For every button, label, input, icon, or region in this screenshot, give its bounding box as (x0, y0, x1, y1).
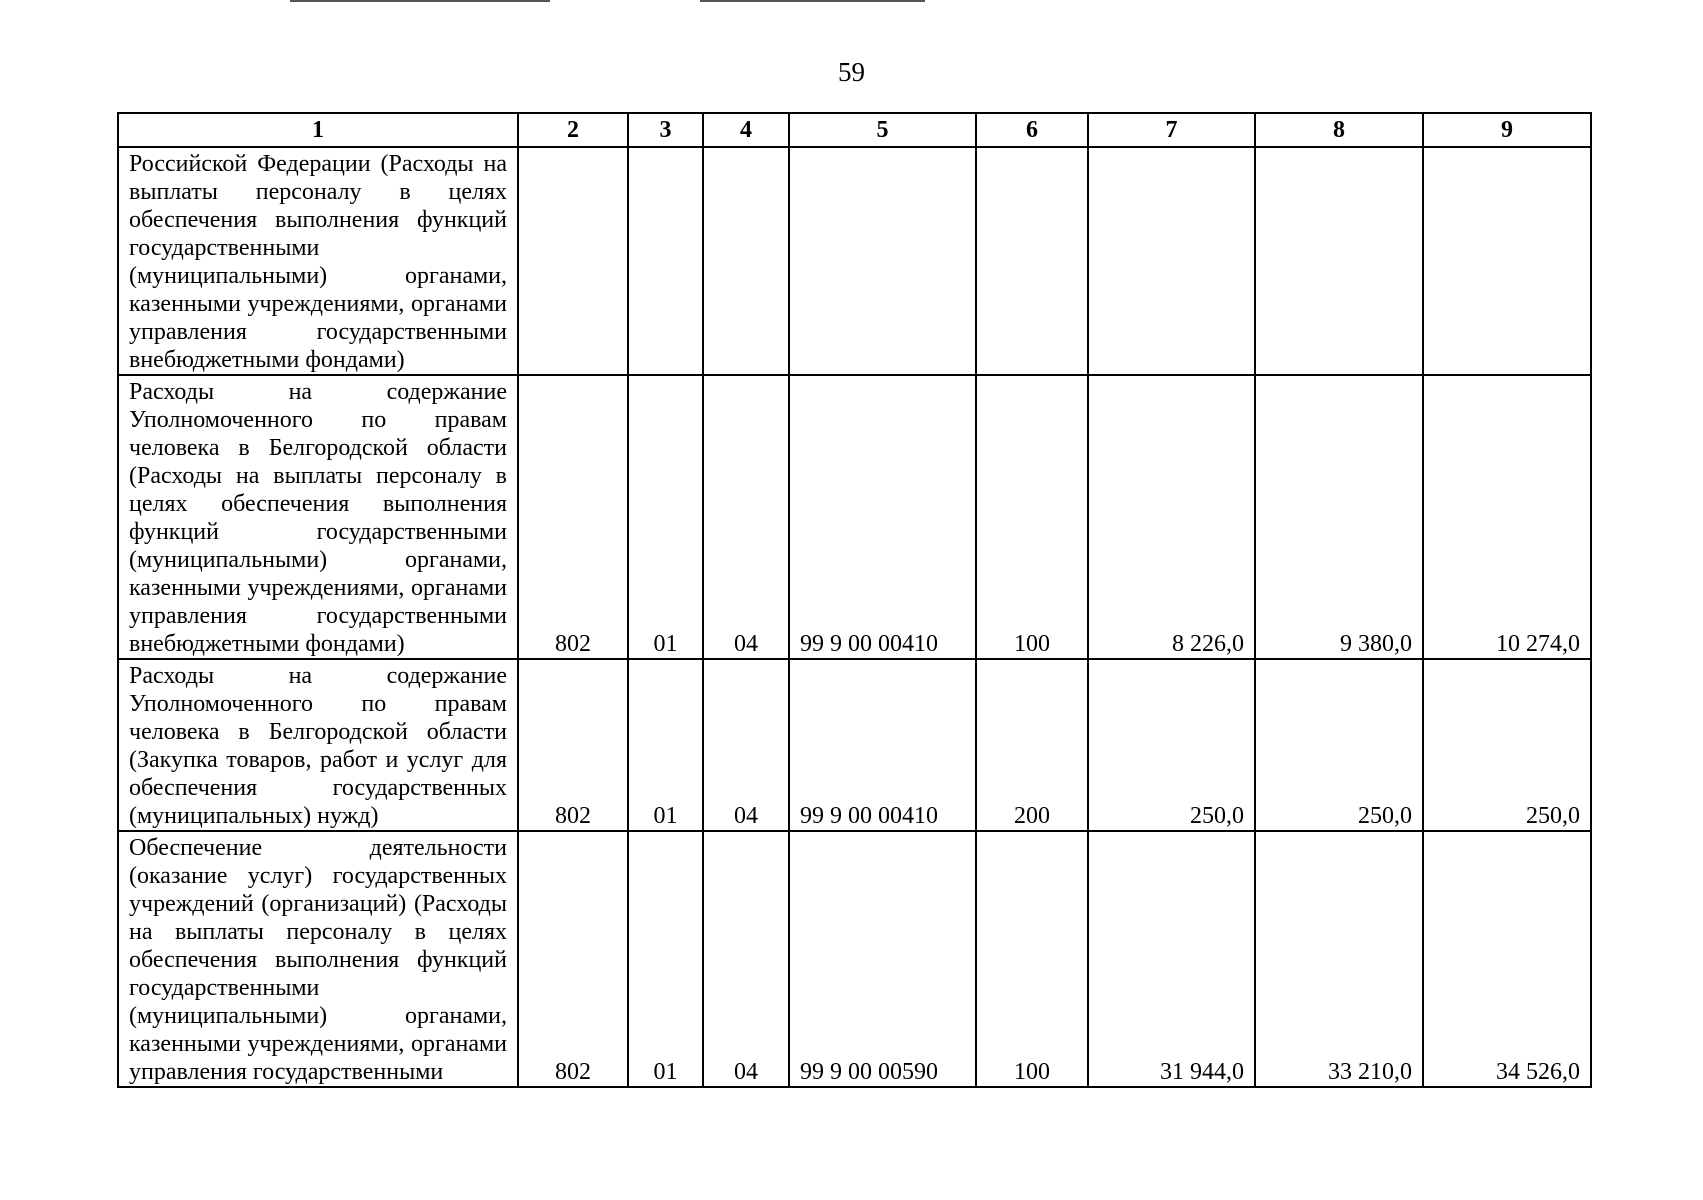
scan-edge-line (700, 0, 925, 2)
cell-expense-type: 100 (976, 831, 1088, 1087)
header-col-4: 4 (703, 113, 789, 147)
table-row (118, 375, 1591, 659)
cell-amount-year-3 (1423, 147, 1591, 375)
header-col-6: 6 (976, 113, 1088, 147)
cell-amount-year-2: 9 380,0 (1255, 375, 1423, 659)
cell-section: 01 (628, 831, 703, 1087)
table-row (118, 147, 1591, 375)
cell-amount-year-2: 33 210,0 (1255, 831, 1423, 1087)
cell-amount-year-1: 31 944,0 (1088, 831, 1255, 1087)
cell-target-article: 99 9 00 00590 (789, 831, 976, 1087)
cell-amount-year-2 (1255, 147, 1423, 375)
row-description: Российской Федерации (Расходы на выплаты персоналу в целях обеспечения выполнения функций государственными (муниципальными) органами, казенными учреждениями, органами управления государственными внебюджетными фондами) (118, 147, 518, 375)
header-col-5: 5 (789, 113, 976, 147)
cell-amount-year-3: 10 274,0 (1423, 375, 1591, 659)
cell-amount-year-1 (1088, 147, 1255, 375)
cell-subsection: 04 (703, 375, 789, 659)
cell-amount-year-3: 34 526,0 (1423, 831, 1591, 1087)
header-col-2: 2 (518, 113, 628, 147)
cell-ministry-code: 802 (518, 659, 628, 831)
cell-subsection: 04 (703, 831, 789, 1087)
row-description: Расходы на содержание Уполномоченного по правам человека в Белгородской области (Закупка товаров, работ и услуг для обеспечения государственных (муниципальных) нужд) (118, 659, 518, 831)
cell-amount-year-3: 250,0 (1423, 659, 1591, 831)
row-description: Расходы на содержание Уполномоченного по правам человека в Белгородской области (Расходы на выплаты персоналу в целях обеспечения выполнения функций государственными (муниципальными) органами, казенными учреждениями, органами управления государственными внебюджетными фондами) (118, 375, 518, 659)
budget-table (117, 112, 1592, 1088)
cell-subsection (703, 147, 789, 375)
cell-ministry-code (518, 147, 628, 375)
cell-target-article: 99 9 00 00410 (789, 659, 976, 831)
cell-ministry-code: 802 (518, 831, 628, 1087)
header-col-3: 3 (628, 113, 703, 147)
row-description: Обеспечение деятельности (оказание услуг) государственных учреждений (организаций) (Расходы на выплаты персоналу в целях обеспечения выполнения функций государственными (муниципальными) органами, казенными учреждениями, органами управления государственными (118, 831, 518, 1087)
cell-target-article: 99 9 00 00410 (789, 375, 976, 659)
cell-subsection: 04 (703, 659, 789, 831)
cell-section: 01 (628, 375, 703, 659)
table-row (118, 831, 1591, 1087)
scan-edge-line (290, 0, 550, 2)
cell-expense-type: 200 (976, 659, 1088, 831)
cell-amount-year-1: 8 226,0 (1088, 375, 1255, 659)
table-row (118, 659, 1591, 831)
header-col-1: 1 (118, 113, 518, 147)
header-col-8: 8 (1255, 113, 1423, 147)
header-col-7: 7 (1088, 113, 1255, 147)
header-col-9: 9 (1423, 113, 1591, 147)
cell-expense-type (976, 147, 1088, 375)
cell-amount-year-1: 250,0 (1088, 659, 1255, 831)
page-number: 59 (838, 57, 865, 87)
cell-target-article (789, 147, 976, 375)
cell-ministry-code: 802 (518, 375, 628, 659)
cell-expense-type: 100 (976, 375, 1088, 659)
cell-section (628, 147, 703, 375)
header-row (118, 113, 1591, 147)
cell-section: 01 (628, 659, 703, 831)
cell-amount-year-2: 250,0 (1255, 659, 1423, 831)
